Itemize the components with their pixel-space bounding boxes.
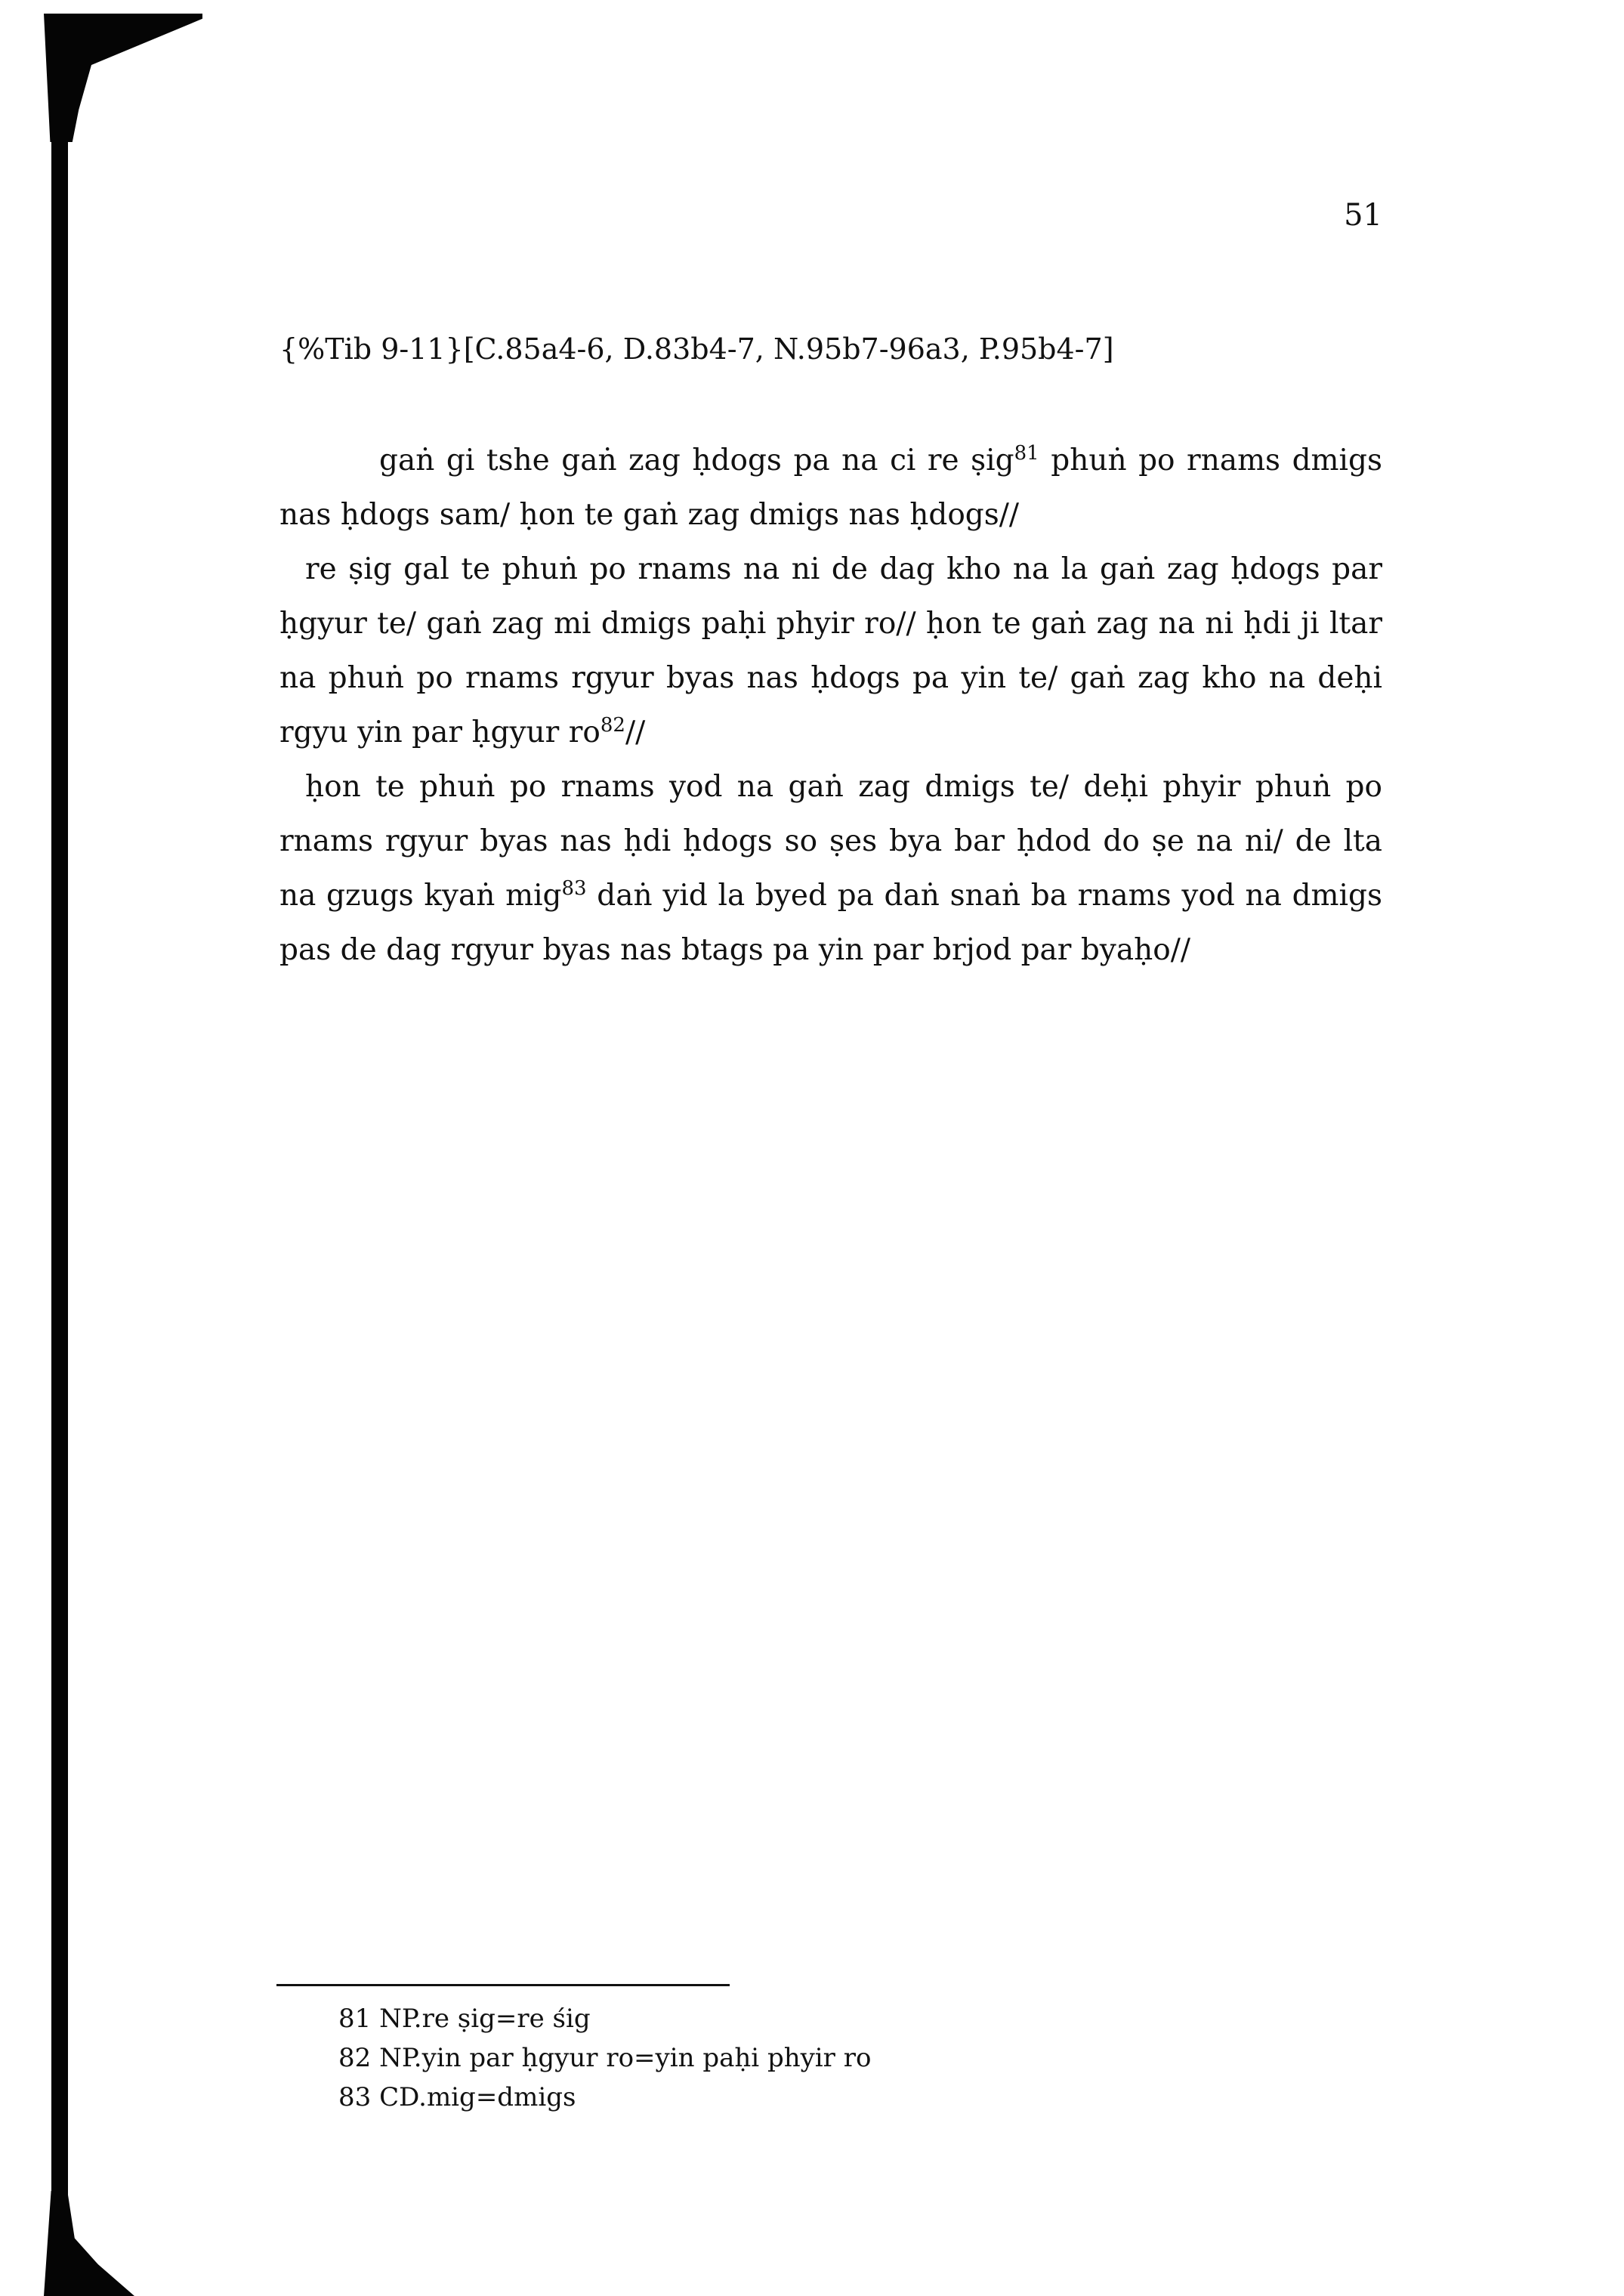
footnote-reference: 83 xyxy=(561,877,587,900)
footnotes xyxy=(338,1999,871,2117)
paragraph xyxy=(279,434,1382,542)
paragraph-text: // xyxy=(625,715,646,749)
paragraph xyxy=(279,760,1382,978)
footnote-reference: 81 xyxy=(1014,442,1039,465)
footnote: 81 NP.re ṣig=re śig xyxy=(338,2004,591,2034)
paragraph-text: phuṅ po rnams dmigs nas ḥdogs sam/ ḥon te gaṅ zag dmigs nas ḥdogs// xyxy=(279,443,1382,532)
source-reference: {%Tib 9-11}[C.85a4-6, D.83b4-7, N.95b7-96a3, P.95b4-7] xyxy=(279,332,1114,366)
paragraph-text: re ṣig gal te phuṅ po rnams na ni de dag kho na la gaṅ zag ḥdogs par ḥgyur te/ gaṅ zag mi dmigs paḥi phyir ro// ḥon te gaṅ zag na ni ḥdi ji ltar na phuṅ po rnams rgyur byas nas ḥdogs pa yin te/ gaṅ zag kho na deḥi rgyu yin par ḥgyur ro xyxy=(279,552,1382,749)
paragraph-text: daṅ yid la byed pa daṅ snaṅ ba rnams yod na dmigs pas de dag rgyur byas nas btags pa yin par brjod par byaḥo// xyxy=(279,879,1382,967)
paragraph-text: gaṅ gi tshe gaṅ zag ḥdogs pa na ci re ṣig xyxy=(379,443,1014,477)
footnote: 83 CD.mig=dmigs xyxy=(338,2082,576,2112)
footnote-divider xyxy=(276,1984,730,1986)
binding-shadow-bottom xyxy=(44,2191,134,2296)
footnote-reference: 82 xyxy=(600,714,625,737)
binding-shadow xyxy=(51,106,68,2244)
page-number: 51 xyxy=(1344,198,1382,233)
footnote: 82 NP.yin par ḥgyur ro=yin paḥi phyir ro xyxy=(338,2043,872,2073)
paragraph-text: ḥon te phuṅ po rnams yod na gaṅ zag dmigs te/ deḥi phyir phuṅ po rnams rgyur byas nas ḥdi ḥdogs so ṣes bya bar ḥdod do ṣe na ni/ de lta na gzugs kyaṅ mig xyxy=(279,770,1382,913)
paragraph xyxy=(279,542,1382,760)
